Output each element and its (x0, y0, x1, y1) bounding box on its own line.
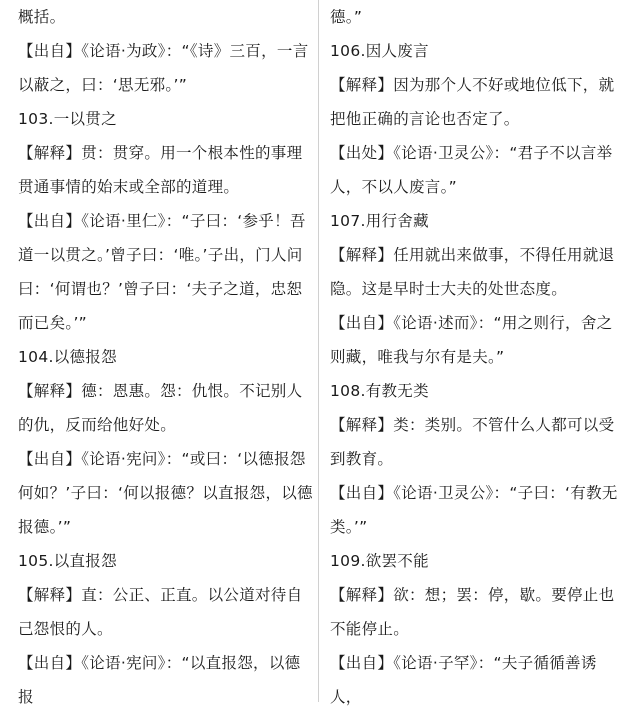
explanation-paragraph: 【解释】欲：想；罢：停，歇。要停止也不能停止。 (330, 586, 615, 638)
paragraph: 概括。 (18, 8, 66, 26)
entry-title: 108.有教无类 (330, 382, 429, 400)
left-column (18, 0, 316, 714)
entry-title: 109.欲罢不能 (330, 552, 429, 570)
explanation-paragraph: 【解释】类：类别。不管什么人都可以受到教育。 (330, 416, 615, 468)
source-paragraph: 【出自】《论语·宪问》：“或曰：‘以德报怨何如？’子曰：‘何以报德？以直报怨，以德报德。’” (18, 450, 313, 536)
explanation-paragraph: 【解释】德：恩惠。怨：仇恨。不记别人的仇，反而给他好处。 (18, 382, 303, 434)
entry-title: 103.一以贯之 (18, 110, 117, 128)
right-column (330, 0, 626, 714)
entry-title: 105.以直报怨 (18, 552, 117, 570)
explanation-paragraph: 【解释】因为那个人不好或地位低下，就把他正确的言论也否定了。 (330, 76, 615, 128)
source-paragraph: 【出自】《论语·述而》：“用之则行，舍之则藏，唯我与尔有是夫。” (330, 314, 613, 366)
column-divider (318, 0, 319, 702)
source-paragraph: 【出自】《论语·为政》：“《诗》三百，一言以蔽之，曰：‘思无邪。’” (18, 42, 309, 94)
source-paragraph: 【出自】《论语·宪问》：“以直报怨，以德报 (18, 654, 301, 706)
explanation-paragraph: 【解释】贯：贯穿。用一个根本性的事理贯通事情的始末或全部的道理。 (18, 144, 303, 196)
entry-title: 104.以德报怨 (18, 348, 117, 366)
explanation-paragraph: 【解释】直：公正、正直。以公道对待自己怨恨的人。 (18, 586, 303, 638)
source-paragraph: 【出处】《论语·卫灵公》：“君子不以言举人，不以人废言。” (330, 144, 613, 196)
source-paragraph: 【出自】《论语·里仁》：“子曰：‘参乎！吾道一以贯之。’曾子曰：‘唯。’子出，门人问曰：‘何谓也？’曾子曰：‘夫子之道，忠恕而已矣。’” (18, 212, 306, 332)
explanation-paragraph: 【解释】任用就出来做事，不得任用就退隐。这是早时士大夫的处世态度。 (330, 246, 615, 298)
entry-title: 107.用行舍藏 (330, 212, 429, 230)
entry-title: 106.因人废言 (330, 42, 429, 60)
source-paragraph: 【出自】《论语·子罕》：“夫子循循善诱人， (330, 654, 597, 706)
paragraph: 德。” (330, 8, 363, 26)
source-paragraph: 【出自】《论语·卫灵公》：“子曰：‘有教无类。’” (330, 484, 618, 536)
